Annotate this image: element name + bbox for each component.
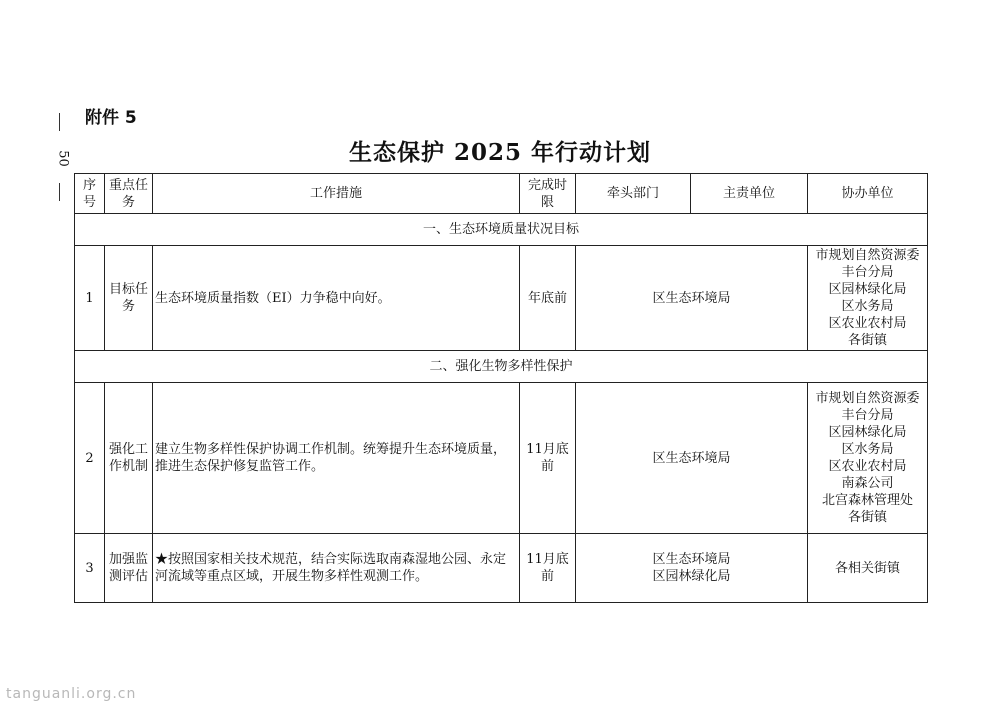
watermark: tanguanli.org.cn [6,686,137,702]
assist-unit: 南森公司 [841,476,894,491]
assist-unit: 丰台分局 [841,408,894,423]
assist-unit: 区水务局 [841,299,894,314]
assist-unit: 区园林绿化局 [828,282,907,297]
section-row [75,351,928,383]
row-lead [576,246,808,351]
row-assist [808,383,928,534]
lead-unit: 区生态环境局 [652,552,731,567]
assist-unit: 区园林绿化局 [828,425,907,440]
assist-unit: 区水务局 [841,442,894,457]
header-task: 重点任务 [105,174,153,214]
assist-unit: 丰台分局 [841,265,894,280]
row-deadline: 11月底前 [520,534,576,603]
assist-unit: 北宫森林管理处 [821,493,913,508]
table-row [75,534,928,603]
assist-unit: 各街镇 [847,510,887,525]
lead-unit: 区生态环境局 [652,290,731,306]
table-row [75,383,928,534]
assist-unit: 区农业农村局 [828,459,907,474]
row-task: 目标任务 [105,246,153,351]
lead-unit: 区园林绿化局 [652,569,731,584]
row-deadline: 年底前 [520,246,576,351]
row-measure: 建立生物多样性保护协调工作机制。统筹提升生态环境质量，推进生态保护修复监管工作。 [153,383,520,534]
row-task: 加强监测评估 [105,534,153,603]
lead-unit: 区生态环境局 [652,450,731,466]
table-row [75,246,928,351]
table-header-row [75,174,928,214]
row-measure: ★按照国家相关技术规范，结合实际选取南森湿地公园、永定河流域等重点区域，开展生物多样性观测工作。 [153,534,520,603]
assist-unit: 区农业农村局 [828,316,907,331]
row-assist [808,534,928,603]
row-no: 2 [75,383,105,534]
action-plan-table [74,173,928,603]
section-title: 一、生态环境质量状况目标 [75,214,928,246]
row-no: 3 [75,534,105,603]
attachment-label: 附件 5 [85,108,137,128]
header-responsible: 主责单位 [691,174,808,214]
assist-unit: 各相关街镇 [834,560,900,576]
header-measure: 工作措施 [153,174,520,214]
assist-unit: 市规划自然资源委 [815,248,920,263]
row-measure: 生态环境质量指数（EI）力争稳中向好。 [153,246,520,351]
page-number: 50 [55,150,71,167]
assist-unit: 各街镇 [847,333,887,348]
row-deadline: 11月底前 [520,383,576,534]
row-lead [576,534,808,603]
header-deadline: 完成时限 [520,174,576,214]
row-task: 强化工作机制 [105,383,153,534]
assist-unit: 市规划自然资源委 [815,391,920,406]
row-lead [576,383,808,534]
row-no: 1 [75,246,105,351]
header-lead: 牵头部门 [576,174,691,214]
section-title: 二、强化生物多样性保护 [75,351,928,383]
document-title: 生态保护 2025 年行动计划 [348,139,652,166]
header-assist: 协办单位 [808,174,928,214]
header-no: 序号 [75,174,105,214]
section-row [75,214,928,246]
row-assist [808,246,928,351]
page-dash-top [59,113,60,131]
page-dash-bottom [59,183,60,201]
